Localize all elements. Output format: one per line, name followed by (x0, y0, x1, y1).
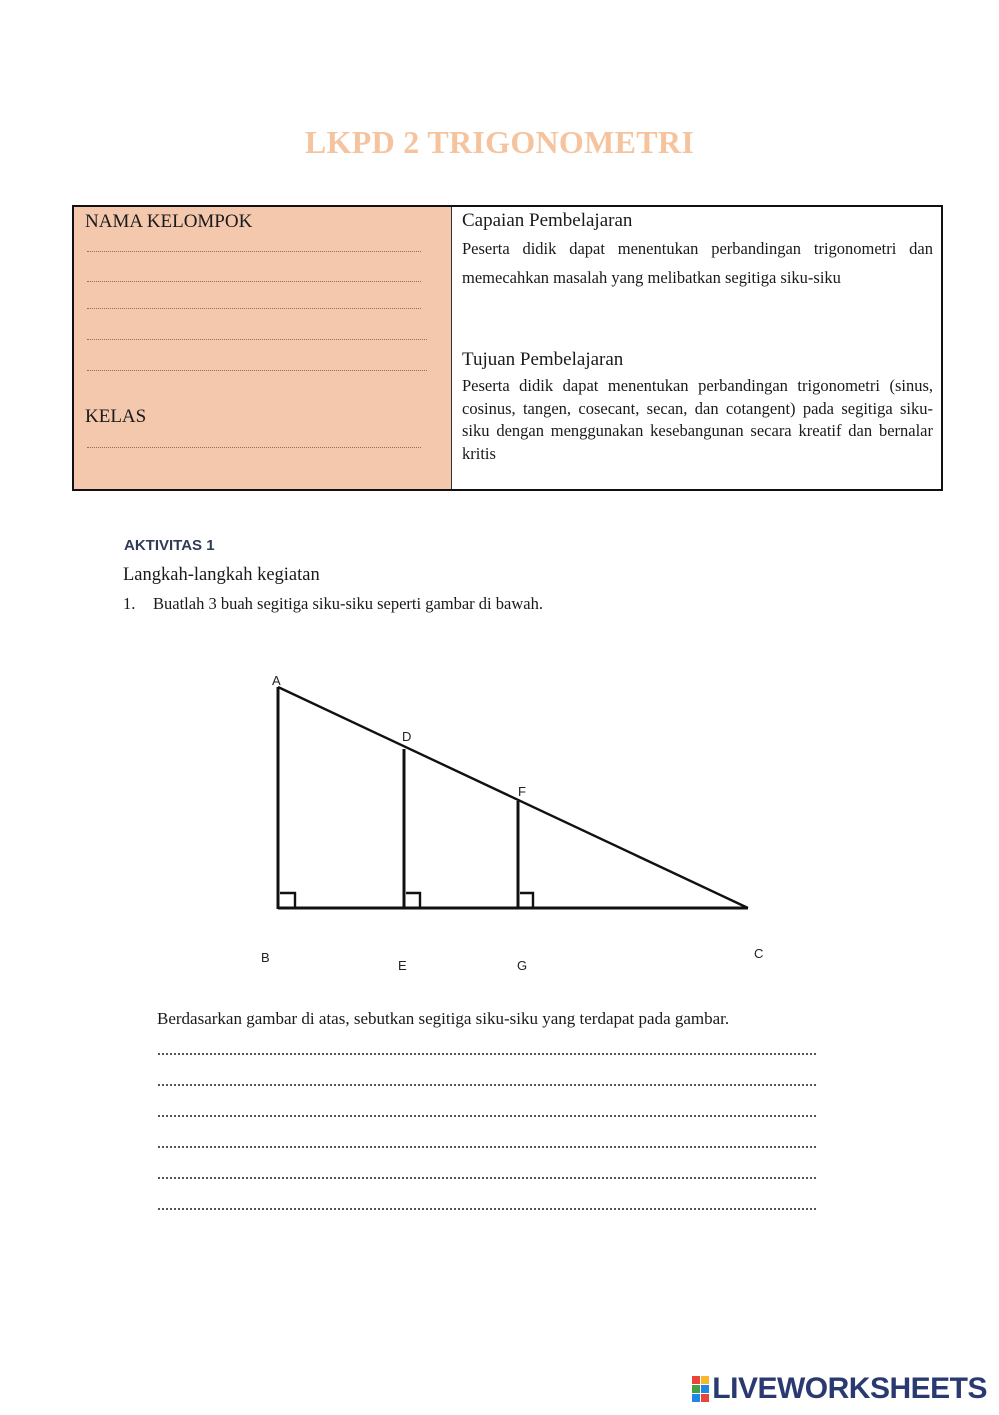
nama-kelompok-line[interactable] (87, 308, 421, 309)
answer-line[interactable] (158, 1208, 816, 1210)
kelas-label: KELAS (85, 406, 147, 427)
right-angle-mark-e (406, 893, 420, 907)
kelas-line[interactable] (87, 447, 421, 448)
steps-title: Langkah-langkah kegiatan (123, 565, 320, 585)
worksheet-title: LKPD 2 TRIGONOMETRI (304, 124, 695, 160)
liveworksheets-logo (692, 1372, 987, 1406)
logo-icon (692, 1376, 709, 1402)
triangle-figure (240, 665, 780, 990)
nama-kelompok-line[interactable] (87, 251, 421, 252)
capaian-heading: Capaian Pembelajaran (462, 210, 633, 231)
step-item (123, 594, 543, 614)
nama-kelompok-line[interactable] (87, 370, 427, 371)
answer-line[interactable] (158, 1146, 816, 1148)
answer-line[interactable] (158, 1177, 816, 1179)
nama-kelompok-label: NAMA KELOMPOK (85, 211, 253, 232)
label-b: B (261, 950, 270, 965)
label-g: G (517, 958, 528, 973)
step-text: Buatlah 3 buah segitiga siku-siku seperti gambar di bawah. (153, 594, 543, 613)
question-text: Berdasarkan gambar di atas, sebutkan segitiga siku-siku yang terdapat pada gambar. (157, 1009, 730, 1028)
hypotenuse-ac (278, 687, 748, 908)
tujuan-heading: Tujuan Pembelajaran (462, 349, 624, 370)
triangle-diagram (240, 665, 780, 985)
logo-text: LIVEWORKSHEETS (712, 1372, 987, 1405)
label-a: A (272, 673, 281, 688)
label-e: E (398, 958, 407, 973)
right-angle-mark-g (520, 893, 533, 907)
capaian-text: Peserta didik dapat menentukan perbandingan trigonometri dan memecahkan masalah yang melibatkan segitiga siku-siku (462, 239, 933, 287)
answer-line[interactable] (158, 1084, 816, 1086)
label-d: D (402, 729, 412, 744)
label-c: C (754, 946, 764, 961)
activity-title: AKTIVITAS 1 (124, 537, 215, 554)
nama-kelompok-line[interactable] (87, 339, 427, 340)
right-angle-mark-b (280, 893, 295, 907)
label-f: F (518, 784, 526, 799)
info-table (72, 205, 943, 491)
learning-goals-panel (452, 207, 941, 489)
answer-line[interactable] (158, 1115, 816, 1117)
step-number: 1. (123, 594, 136, 613)
answer-line[interactable] (158, 1053, 816, 1055)
nama-kelompok-line[interactable] (87, 281, 421, 282)
tujuan-text: Peserta didik dapat menentukan perbandingan trigonometri (sinus, cosinus, tangen, cosecant, secan, dan cotangent) pada segitiga siku-siku dengan menggunakan kesebangunan secara kreatif dan bernalar kritis (462, 376, 933, 463)
group-info-panel (74, 207, 452, 489)
